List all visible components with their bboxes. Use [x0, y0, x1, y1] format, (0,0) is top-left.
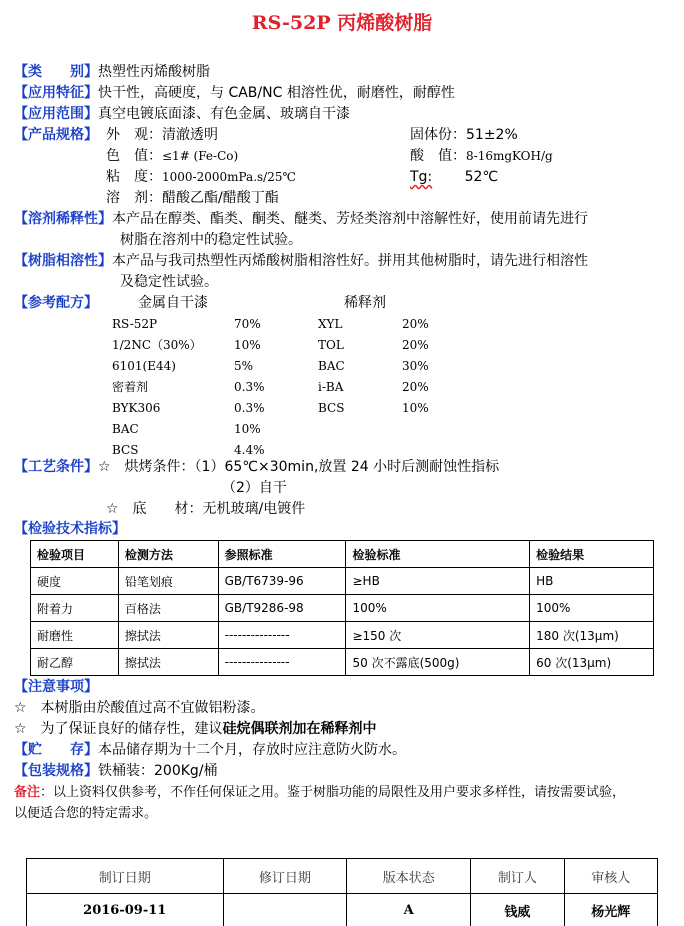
formula-item-name: 6101(E44)	[112, 359, 176, 373]
process-label: 【工艺条件】	[14, 459, 98, 475]
features-value: 快干性，高硬度，与 CAB/NC 相溶性优，耐磨性，耐醇性	[98, 85, 455, 101]
remark-line2: 以便适合您的特定需求。	[14, 806, 158, 821]
formula-item-pct: 4.4%	[234, 443, 265, 457]
table-cell: 50 次不露底(500g)	[346, 649, 530, 676]
formula-item-pct: 0.3%	[234, 401, 265, 415]
table-cell: ---------------	[218, 649, 346, 676]
table-row	[31, 568, 654, 595]
remark-row	[14, 782, 625, 803]
formula-item-name: TOL	[318, 338, 344, 352]
signoff-header: 修订日期	[223, 859, 347, 894]
inspection-header-row	[31, 541, 654, 568]
formula-label: 【参考配方】	[14, 295, 98, 311]
formula-item-name: RS-52P	[112, 317, 158, 331]
table-cell: 100%	[346, 595, 530, 622]
table-cell: 60 次(13μm)	[530, 649, 654, 676]
table-cell: 耐乙醇	[31, 649, 119, 676]
storage-value: 本品储存期为十二个月，存放时应注意防火防水。	[98, 742, 406, 758]
formula-item-name: i-BA	[318, 380, 344, 394]
signoff-table	[26, 858, 658, 926]
note-2-bold: 硅烷偶联剂加在稀释剂中	[222, 721, 377, 737]
solvent-dilution-line1: 本产品在醇类、酯类、酮类、醚类、芳烃类溶剂中溶解性好，使用前请先进行	[112, 211, 588, 227]
signoff-header: 制订人	[471, 859, 564, 894]
spec-tg-value: 52℃	[464, 169, 499, 185]
spec-acid-label: 酸 值：	[410, 148, 466, 164]
spec-tg-label: Tg:	[410, 169, 433, 185]
spec-acid-value: 8-16mgKOH/g	[466, 149, 553, 163]
remark-label: 备注	[14, 785, 41, 800]
spec-color-value: ≤1# (Fe-Co)	[162, 149, 239, 163]
formula-left-title: 金属自干漆	[138, 295, 208, 311]
process-line1: ☆ 烘烤条件：（1）65℃×30min,放置 24 小时后测耐蚀性指标	[98, 459, 500, 475]
table-cell: GB/T6739-96	[218, 568, 346, 595]
signoff-header: 审核人	[564, 859, 657, 894]
page-title: RS-52P 丙烯酸树脂	[251, 12, 433, 34]
inspection-header: 检验项目	[31, 541, 119, 568]
table-cell: 擦拭法	[118, 649, 218, 676]
notes-label: 【注意事项】	[14, 679, 98, 695]
signoff-header: 制订日期	[27, 859, 224, 894]
table-cell: 硬度	[31, 568, 119, 595]
inspection-header: 检验标准	[346, 541, 530, 568]
spec-acid	[410, 146, 553, 167]
solvent-dilution-row	[14, 209, 588, 230]
storage-row	[14, 740, 406, 761]
process-line3: ☆ 底 材：无机玻璃/电镀件	[106, 501, 306, 517]
scope-row	[14, 104, 350, 125]
resin-compat-row	[14, 251, 588, 272]
formula-item-pct: 5%	[234, 359, 254, 373]
formula-item-pct: 20%	[402, 380, 429, 394]
table-cell: HB	[530, 568, 654, 595]
storage-label: 【贮 存】	[14, 742, 98, 758]
formula-item-name: BCS	[318, 401, 345, 415]
table-cell: 180 次(13μm)	[530, 622, 654, 649]
table-cell: 百格法	[118, 595, 218, 622]
signoff-value: 钱威	[471, 894, 564, 926]
spec-solid: 固体份：51±2%	[410, 127, 518, 143]
inspection-label: 【检验技术指标】	[14, 521, 126, 537]
formula-item-pct: 0.3%	[234, 380, 265, 394]
table-cell: ---------------	[218, 622, 346, 649]
formula-item-name: BAC	[318, 359, 345, 373]
table-cell: 附着力	[31, 595, 119, 622]
formula-item-name: BYK306	[112, 401, 161, 415]
formula-right-title: 稀释剂	[344, 295, 386, 311]
signoff-value: A	[347, 894, 471, 926]
features-row	[14, 83, 455, 104]
category-value: 热塑性丙烯酸树脂	[98, 64, 210, 80]
solvent-dilution-line2: 树脂在溶剂中的稳定性试验。	[120, 232, 302, 248]
note-2	[14, 719, 377, 740]
formula-item-name: 密着剂	[112, 380, 149, 394]
table-cell: GB/T9286-98	[218, 595, 346, 622]
scope-label: 【应用范围】	[14, 106, 98, 122]
specs-label: 【产品规格】	[14, 127, 98, 143]
process-row	[14, 457, 499, 478]
spec-solvent: 溶 剂：醋酸乙酯/醋酸丁酯	[106, 190, 279, 206]
spec-color-label: 色 值：	[106, 148, 162, 164]
formula-item-pct: 10%	[402, 401, 429, 415]
table-row	[31, 649, 654, 676]
note-2-prefix: ☆ 为了保证良好的储存性，建议	[14, 721, 223, 737]
scope-value: 真空电镀底面漆、有色金属、玻璃自干漆	[98, 106, 350, 122]
process-line2: （2）自干	[222, 480, 287, 496]
inspection-header: 参照标准	[218, 541, 346, 568]
features-label: 【应用特征】	[14, 85, 98, 101]
formula-item-name: BCS	[112, 443, 139, 457]
inspection-table	[30, 540, 654, 676]
package-value: 铁桶装：200Kg/桶	[98, 763, 218, 779]
remark-line1: ：以上资料仅供参考，不作任何保证之用。鉴于树脂功能的局限性及用户要求多样性，请按需要试验，	[40, 785, 626, 800]
inspection-header: 检测方法	[118, 541, 218, 568]
formula-item-pct: 20%	[402, 338, 429, 352]
table-cell: ≥150 次	[346, 622, 530, 649]
spec-viscosity	[106, 167, 296, 188]
resin-compat-line2: 及稳定性试验。	[120, 274, 218, 290]
formula-item-name: BAC	[112, 422, 139, 436]
table-row	[31, 595, 654, 622]
category-row	[14, 62, 210, 83]
formula-item-pct: 10%	[234, 338, 261, 352]
signoff-value	[223, 894, 347, 926]
signoff-header-row	[27, 859, 658, 894]
signoff-value: 2016-09-11	[27, 894, 224, 926]
spec-tg	[410, 167, 498, 188]
solvent-dilution-label: 【溶剂稀释性】	[14, 211, 112, 227]
table-row	[31, 622, 654, 649]
spec-color	[106, 146, 238, 167]
spec-viscosity-value: 1000-2000mPa.s/25℃	[162, 170, 296, 184]
formula-item-pct: 10%	[234, 422, 261, 436]
resin-compat-label: 【树脂相溶性】	[14, 253, 112, 269]
table-cell: ≥HB	[346, 568, 530, 595]
inspection-header: 检验结果	[530, 541, 654, 568]
formula-item-pct: 70%	[234, 317, 261, 331]
signoff-header: 版本状态	[347, 859, 471, 894]
table-cell: 100%	[530, 595, 654, 622]
package-label: 【包装规格】	[14, 763, 98, 779]
signoff-value: 杨光辉	[564, 894, 657, 926]
note-1: ☆ 本树脂由於酸值过高不宜做铝粉漆。	[14, 700, 265, 716]
package-row	[14, 761, 218, 782]
table-cell: 铅笔划痕	[118, 568, 218, 595]
table-cell: 耐磨性	[31, 622, 119, 649]
spec-viscosity-label: 粘 度：	[106, 169, 162, 185]
signoff-value-row	[27, 894, 658, 926]
formula-item-name: XYL	[318, 317, 343, 331]
category-label: 【类 别】	[14, 64, 98, 80]
formula-item-pct: 20%	[402, 317, 429, 331]
table-cell: 擦拭法	[118, 622, 218, 649]
resin-compat-line1: 本产品与我司热塑性丙烯酸树脂相溶性好。拼用其他树脂时，请先进行相溶性	[112, 253, 588, 269]
spec-appearance: 外 观：清澈透明	[106, 127, 218, 143]
formula-item-name: 1/2NC（30%）	[112, 338, 202, 352]
formula-item-pct: 30%	[402, 359, 429, 373]
